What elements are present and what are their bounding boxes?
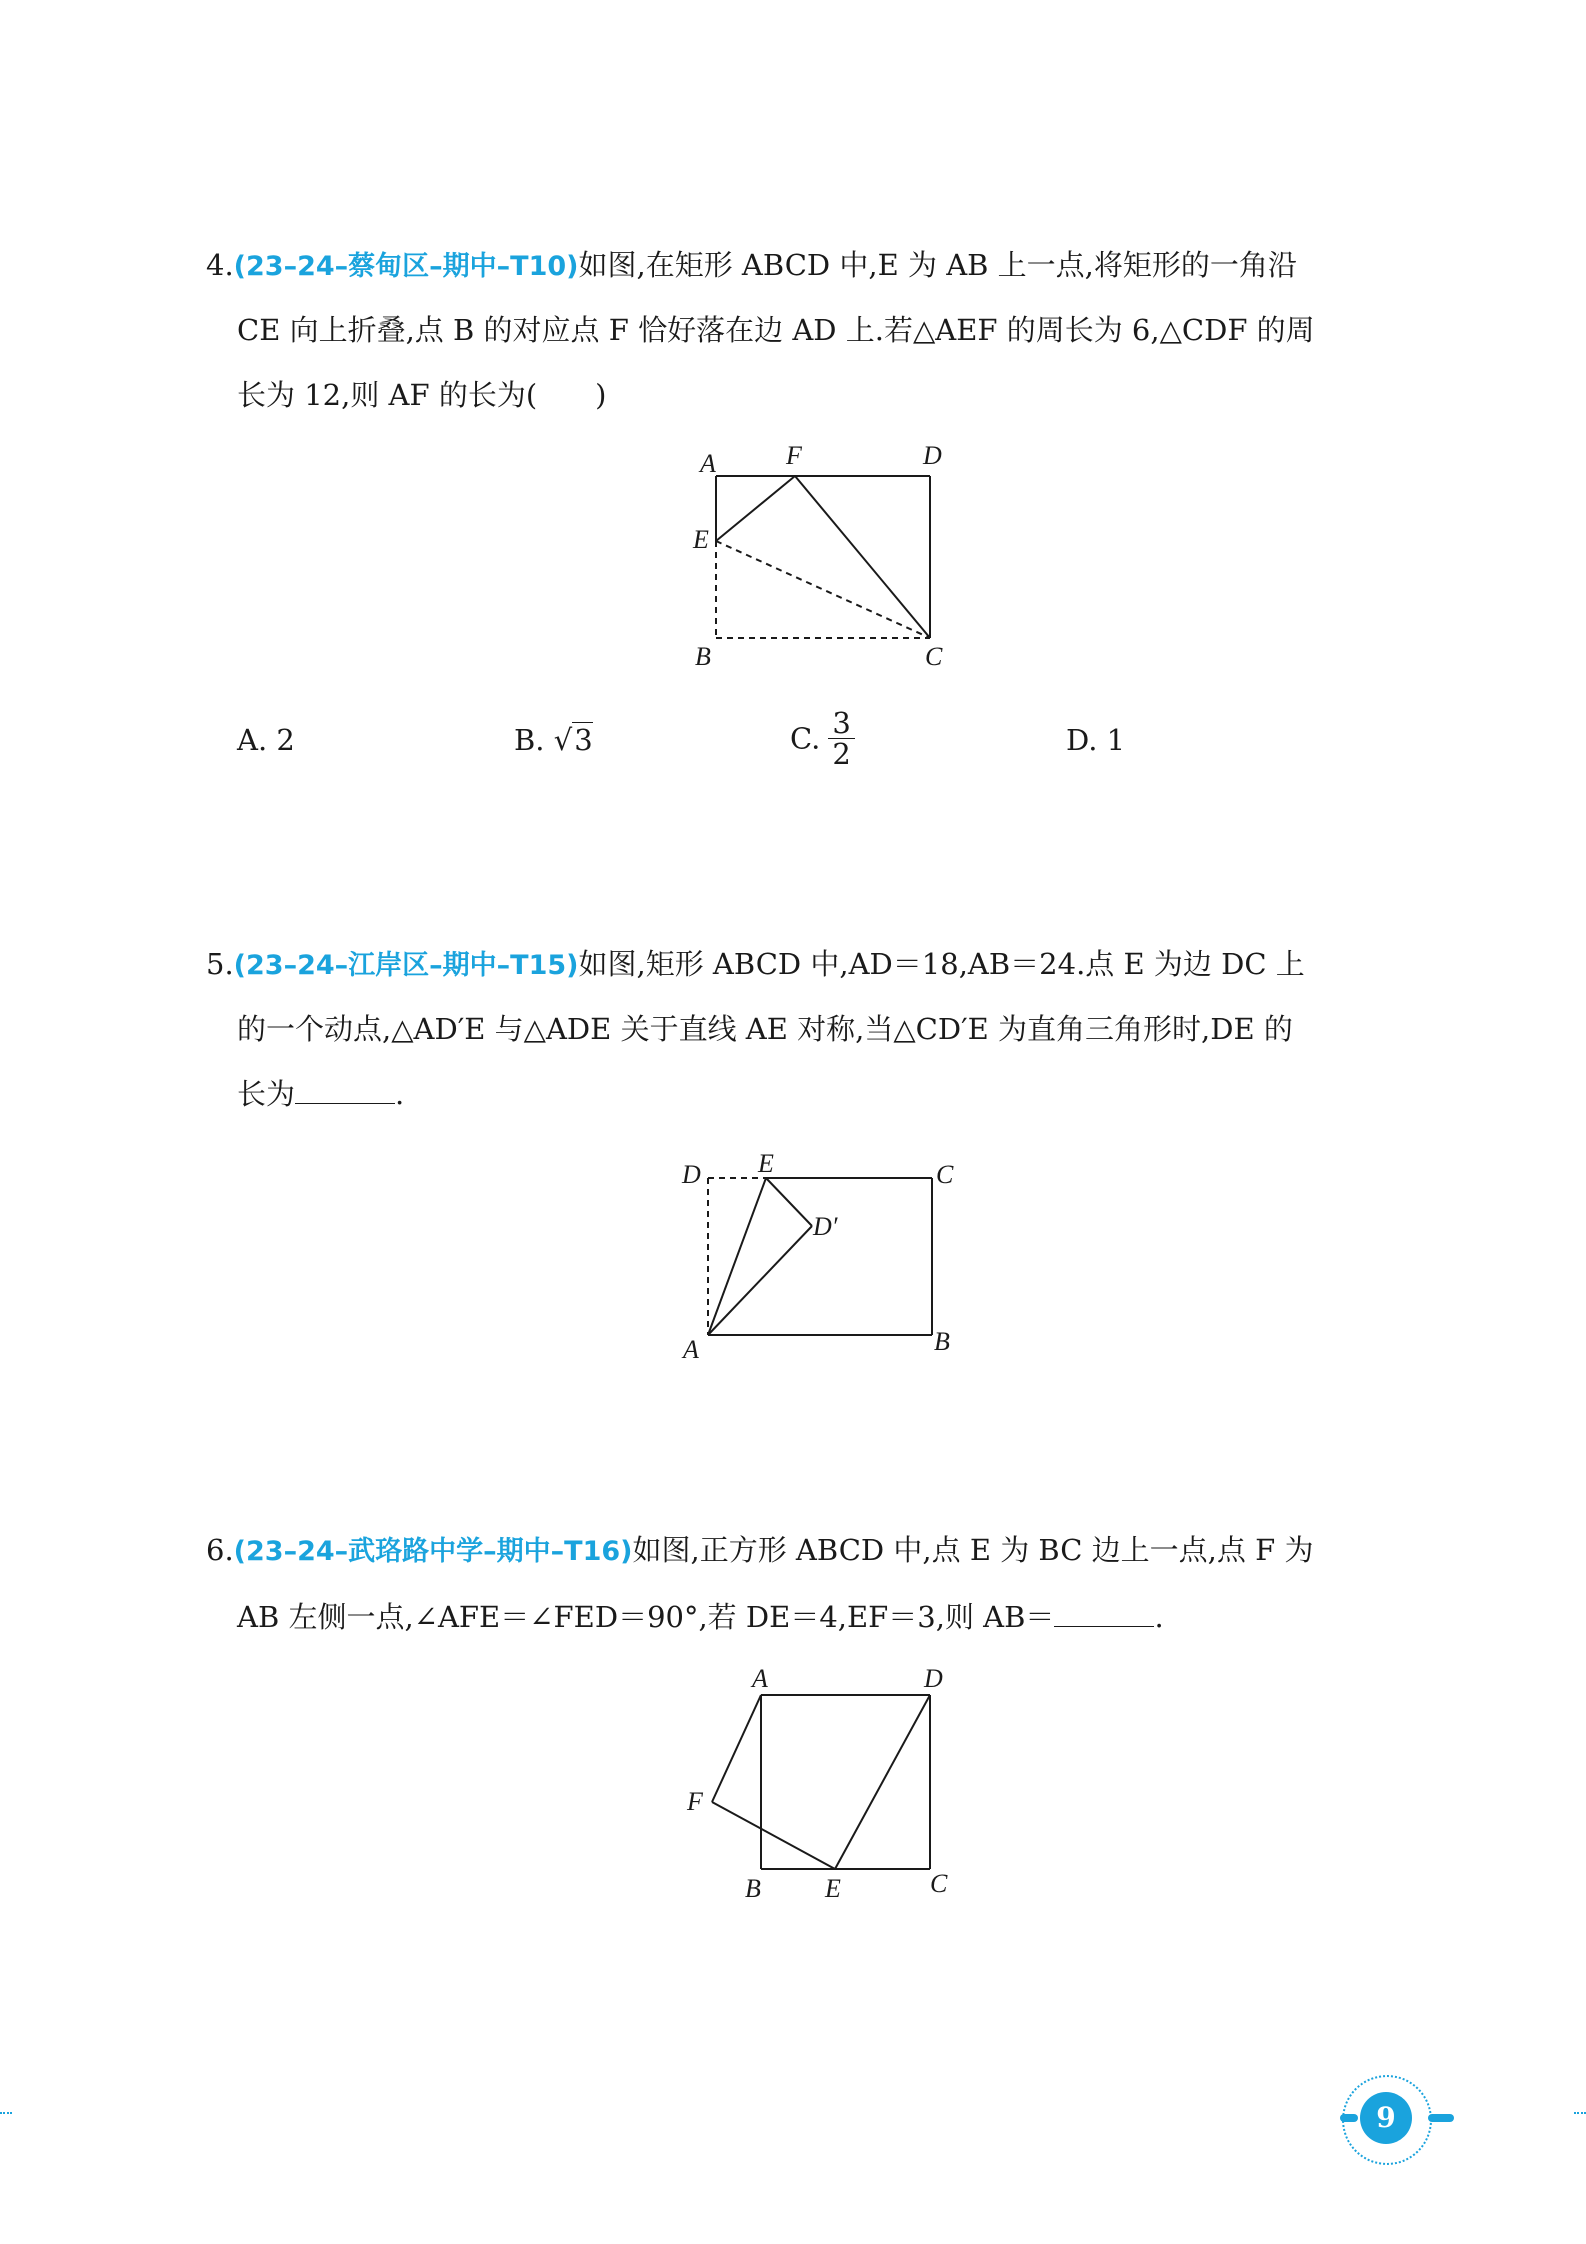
q5-text-2: 的一个动点,△AD′E 与△ADE 关于直线 AE 对称,当△CD′E 为直角三角形时,DE 的 [237, 1012, 1293, 1046]
q4-option-b[interactable] [514, 720, 593, 760]
q6-label-c: C [930, 1869, 948, 1898]
q4-text-3: 长为 12,则 AF 的长为( ) [237, 378, 607, 412]
q4-option-a[interactable]: A. 2 [237, 723, 295, 757]
q6-number: 6. [206, 1533, 234, 1567]
q4-line1 [206, 245, 1297, 287]
page-badge-tick-left [1340, 2114, 1358, 2122]
q6-line1 [206, 1530, 1313, 1572]
q6-label-a: A [752, 1664, 768, 1693]
q5-label-c: C [936, 1160, 954, 1189]
q4-option-b-label: B. [514, 723, 554, 757]
q6-source: (23–24–武珞路中学–期中–T16) [233, 1536, 633, 1567]
q5-number: 5. [206, 947, 234, 981]
q4-figure [680, 440, 980, 680]
q4-source: (23–24–蔡甸区–期中–T10) [233, 251, 579, 282]
q4-number: 4. [206, 248, 234, 282]
q6-text-1: 如图,正方形 ABCD 中,点 E 为 BC 边上一点,点 F 为 [632, 1533, 1314, 1567]
q4-text-1: 如图,在矩形 ABCD 中,E 为 AB 上一点,将矩形的一角沿 [578, 248, 1297, 282]
left-edge-dots [0, 2112, 12, 2124]
q5-answer-blank[interactable] [295, 1075, 395, 1104]
q4-label-a: A [700, 449, 716, 478]
q5-label-d: D [682, 1160, 701, 1189]
q5-figure [670, 1140, 970, 1370]
q6-label-d: D [924, 1664, 943, 1693]
q5-line2 [237, 1009, 1293, 1049]
q6-label-f: F [687, 1787, 703, 1816]
q4-label-f: F [786, 441, 802, 470]
q4-label-d: D [923, 441, 942, 470]
q4-label-c: C [925, 642, 943, 671]
q4-option-c[interactable] [790, 708, 855, 769]
q5-text-3-end: . [395, 1077, 405, 1111]
q4-label-b: B [695, 642, 711, 671]
q5-label-a: A [683, 1335, 699, 1364]
q6-answer-blank[interactable] [1054, 1598, 1154, 1627]
q6-label-e: E [825, 1874, 841, 1903]
q5-source: (23–24–江岸区–期中–T15) [233, 950, 579, 981]
q5-label-b: B [934, 1327, 950, 1356]
q4-option-c-label: C. [790, 721, 821, 756]
page-number: 9 [1360, 2092, 1412, 2144]
right-edge-dots [1574, 2112, 1586, 2124]
q4-label-e: E [693, 525, 709, 554]
q5-text-1: 如图,矩形 ABCD 中,AD＝18,AB＝24.点 E 为边 DC 上 [578, 947, 1305, 981]
sqrt-symbol: √3 [553, 723, 593, 757]
page-badge-tick-right [1428, 2114, 1454, 2122]
q5-line1 [206, 944, 1305, 986]
q4-option-c-numerator: 3 [828, 708, 854, 739]
q4-option-b-radicand: 3 [574, 723, 593, 757]
q4-text-2: CE 向上折叠,点 B 的对应点 F 恰好落在边 AD 上.若△AEF 的周长为 6,△CDF 的周 [237, 313, 1315, 347]
q4-line2 [237, 310, 1315, 350]
q6-text-2-end: . [1154, 1600, 1164, 1634]
q4-option-d[interactable]: D. 1 [1066, 723, 1126, 757]
q6-label-b: B [745, 1874, 761, 1903]
q5-label-dprime: D′ [813, 1212, 838, 1241]
q4-option-c-fraction [828, 708, 854, 769]
q5-line3 [237, 1074, 404, 1114]
q4-line3 [237, 375, 606, 415]
q4-option-c-denominator: 2 [832, 737, 851, 771]
q6-text-2: AB 左侧一点,∠AFE＝∠FED＝90°,若 DE＝4,EF＝3,则 AB＝ [237, 1600, 1055, 1634]
q6-line2 [237, 1597, 1164, 1637]
q5-label-e: E [758, 1149, 774, 1178]
q5-text-3: 长为 [237, 1077, 296, 1111]
q6-figure [680, 1660, 970, 1910]
